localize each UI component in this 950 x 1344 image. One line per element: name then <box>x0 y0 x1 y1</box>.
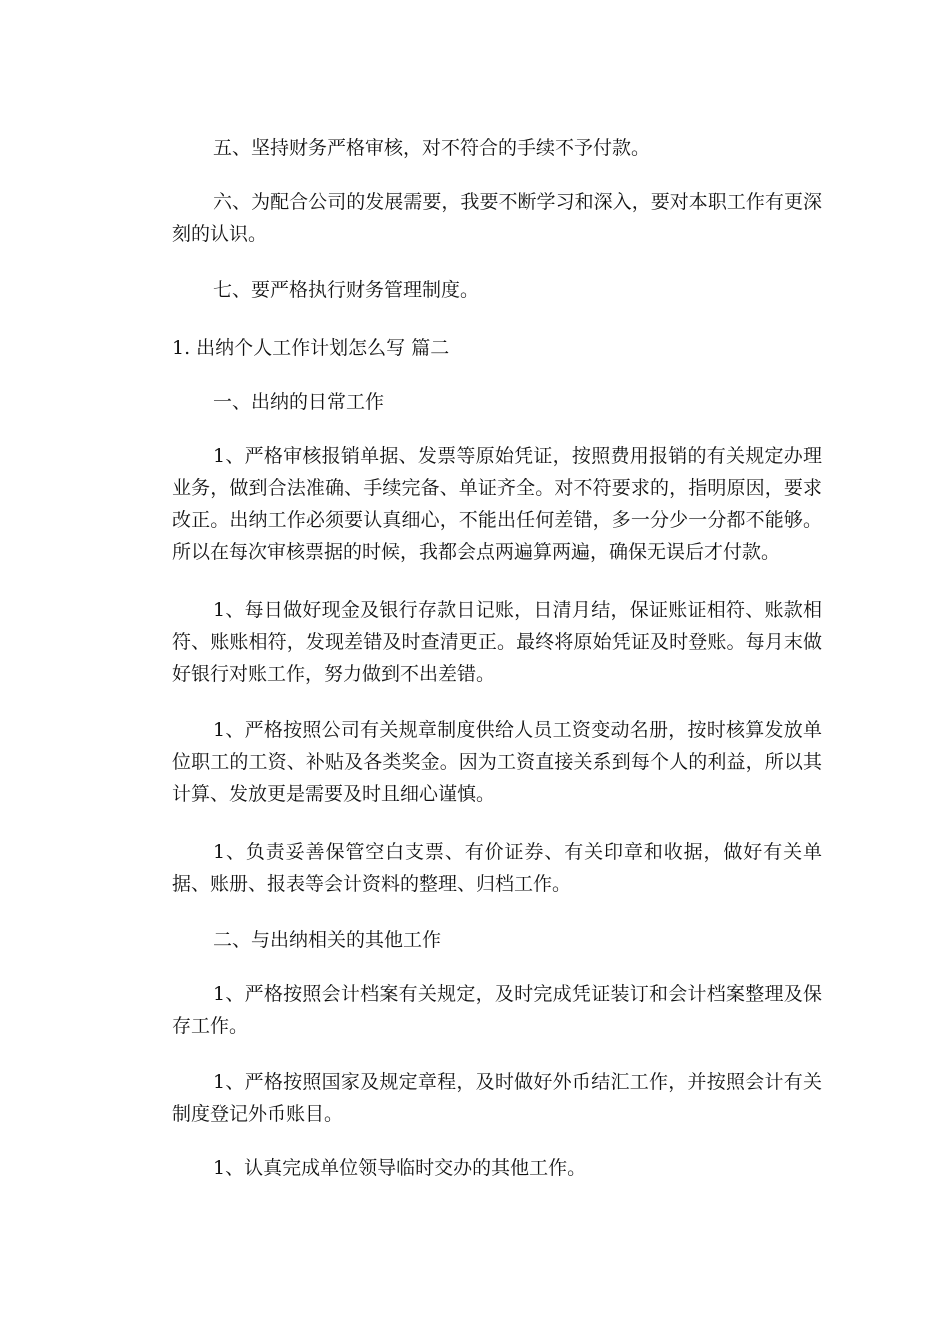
paragraph-temporary-tasks: 1、认真完成单位领导临时交办的其他工作。 <box>213 1157 587 1179</box>
section-title-part-two: 1. 出纳个人工作计划怎么写 篇二 <box>172 337 450 359</box>
section-heading-daily-work: 一、出纳的日常工作 <box>213 391 385 413</box>
paragraph-item-5: 五、坚持财务严格审核，对不符合的手续不予付款。 <box>213 137 651 159</box>
paragraph-item-7: 七、要严格执行财务管理制度。 <box>213 279 480 301</box>
paragraph-daily-journal: 1、每日做好现金及银行存款日记账，日清月结，保证账证相符、账款相符、账账相符，发现差错及时查清更正。最终将原始凭证及时登账。每月末做好银行对账工作，努力做到不出差错。 <box>172 599 822 685</box>
paragraph-payroll: 1、严格按照公司有关规章制度供给人员工资变动名册，按时核算发放单位职工的工资、补贴及各类奖金。因为工资直接关系到每个人的利益，所以其计算、发放更是需要及时且细心谨慎。 <box>172 719 822 805</box>
paragraph-audit-vouchers: 1、严格审核报销单据、发票等原始凭证，按照费用报销的有关规定办理业务，做到合法准确、手续完备、单证齐全。对不符要求的，指明原因，要求改正。出纳工作必须要认真细心，不能出任何差错，多一分少一分都不能够。所以在每次审核票据的时候，我都会点两遍算两遍，确保无误后才付款。 <box>172 445 822 563</box>
paragraph-item-6: 六、为配合公司的发展需要，我要不断学习和深入，要对本职工作有更深刻的认识。 <box>172 191 822 245</box>
paragraph-safekeeping: 1、负责妥善保管空白支票、有价证券、有关印章和收据，做好有关单据、账册、报表等会计资料的整理、归档工作。 <box>172 841 822 895</box>
paragraph-archives: 1、严格按照会计档案有关规定，及时完成凭证装订和会计档案整理及保存工作。 <box>172 983 822 1037</box>
paragraph-foreign-currency: 1、严格按照国家及规定章程，及时做好外币结汇工作，并按照会计有关制度登记外币账目。 <box>172 1071 822 1125</box>
section-heading-other-work: 二、与出纳相关的其他工作 <box>213 929 442 951</box>
